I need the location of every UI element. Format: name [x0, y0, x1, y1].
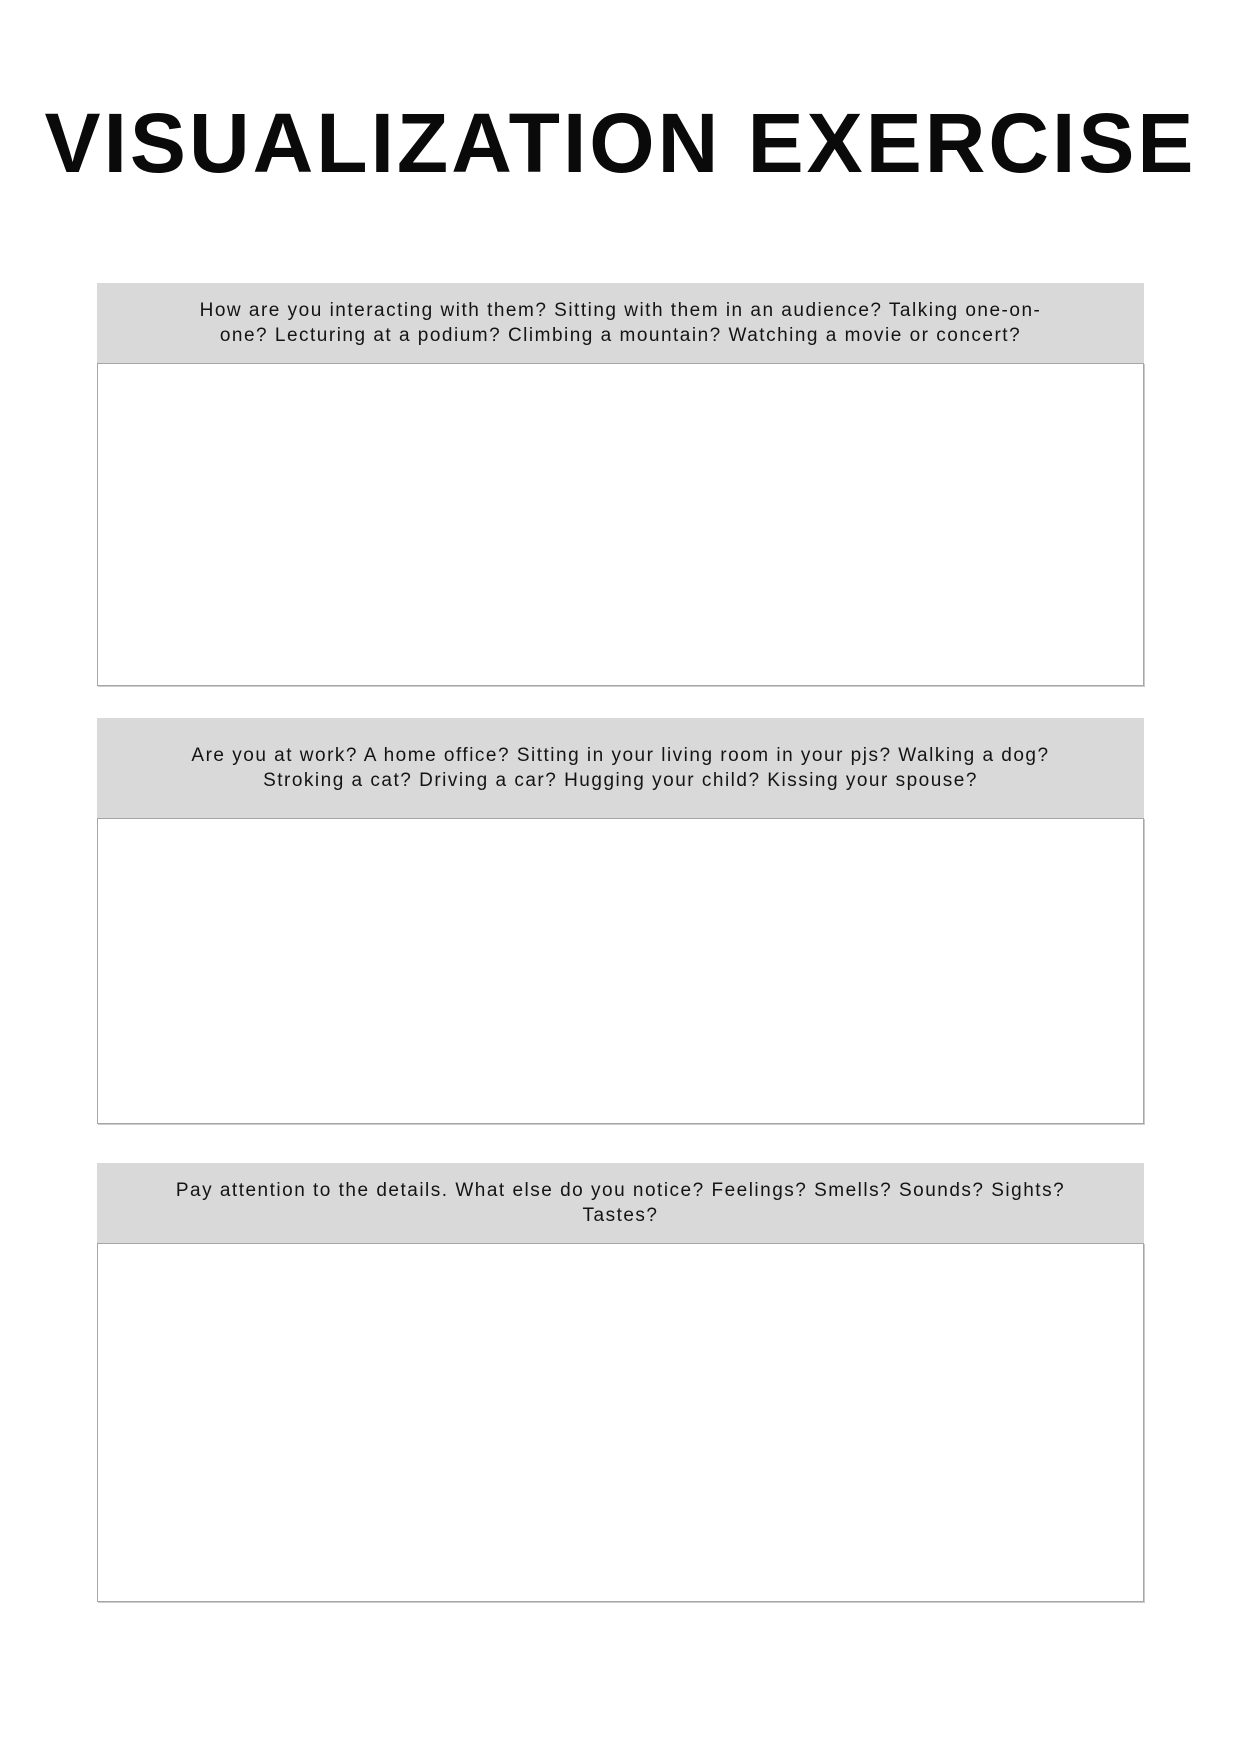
answer-box-setting[interactable]	[97, 818, 1144, 1124]
prompt-header-setting	[97, 718, 1144, 818]
prompt-line: Tastes?	[582, 1205, 659, 1226]
section-interaction	[97, 283, 1144, 686]
answer-box-interaction[interactable]	[97, 363, 1144, 686]
section-setting	[97, 718, 1144, 1124]
prompt-header-details	[97, 1163, 1144, 1243]
prompt-line: Pay attention to the details. What else do you notice? Feelings? Smells? Sounds? Sights?	[175, 1180, 1066, 1201]
prompt-line: Stroking a cat? Driving a car? Hugging your child? Kissing your spouse?	[263, 770, 978, 791]
prompt-line: Are you at work? A home office? Sitting in your living room in your pjs? Walking a dog?	[191, 745, 1050, 766]
prompt-line: one? Lecturing at a podium? Climbing a mountain? Watching a movie or concert?	[219, 325, 1022, 346]
prompt-header-interaction	[97, 283, 1144, 363]
prompt-line: How are you interacting with them? Sitting with them in an audience? Talking one-on-	[199, 300, 1042, 321]
page-title: VISUALIZATION EXERCISE	[44, 96, 1197, 190]
section-details	[97, 1163, 1144, 1602]
answer-box-details[interactable]	[97, 1243, 1144, 1602]
